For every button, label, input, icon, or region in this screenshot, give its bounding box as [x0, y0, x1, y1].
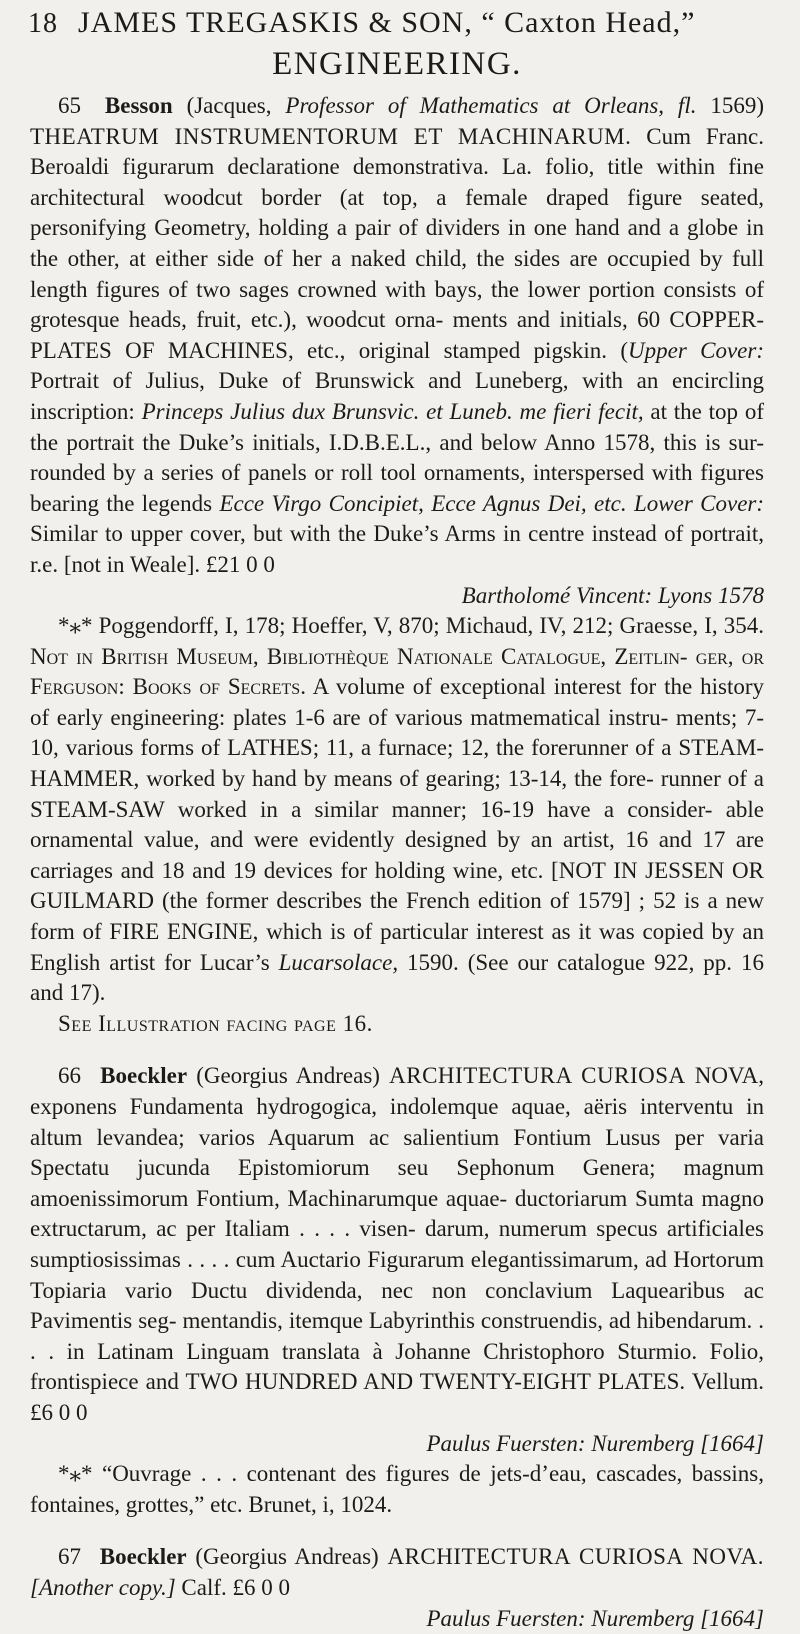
author-date: 1569): [710, 93, 764, 118]
entry-number: 65: [58, 93, 81, 118]
note-mark: *⁎*: [58, 1461, 93, 1486]
imprint-text: Paulus Fuersten: Nuremberg [1664]: [426, 1606, 764, 1631]
book-title: ARCHITECTURA CURIOSA: [387, 1544, 683, 1569]
entry-description: [30, 91, 764, 581]
author-details: (Georgius Andreas): [195, 1544, 378, 1569]
book-title-2: NOVA.: [692, 1544, 764, 1569]
see-illustration: See Illustration facing page 16.: [30, 1009, 764, 1040]
entry-price: £6 0 0: [233, 1575, 291, 1600]
note-italic: Lucarsolace,: [279, 950, 398, 975]
entry-imprint: [30, 1429, 764, 1460]
author-title: Professor of Mathematics at Orleans, fl.: [285, 93, 696, 118]
entry-number: 67: [58, 1544, 81, 1569]
description-text-2: Portrait of Julius, Duke of Brunswick and Luneberg, with an encircling inscription:: [30, 368, 764, 424]
entry-author: Boeckler: [100, 1063, 187, 1088]
catalogue-entry-67: [30, 1542, 764, 1634]
author-details: (Jacques,: [187, 93, 272, 118]
entry-note: [30, 611, 764, 1009]
section-title: ENGINEERING.: [30, 46, 764, 83]
entry-number: 66: [58, 1063, 81, 1088]
note-text: Poggendorff, I, 178; Hoeffer, V, 870; Michaud, IV, 212; Graesse, I, 354.: [93, 613, 765, 638]
description-text: NOVA, exponens Fundamenta hydrogogica, indolemque aquae, aëris interventu in altum levandea; varios Aquarum ac salientium Fontium Lusus per varia Spectatu jucunda Epistomiorum seu Sephonum Genera; magnum amoenissimorum Fontium, Machinarumque aquae- ductoriarum Sumta magno extructarum, ac per Italiam . . . . visen- darum, numerum specus artificiales sumptiosissimas . . . . cum Auctario Figurarum elegantissimarum, ad Hortorum Topiaria vario Ductu dividenda, nec non conclavium Laquearibus ac Pavimentis seg- mentandis, itemque Labyrinthis construendis, ad hibendarum. . . . in Latinam Linguam translata à Johanne Christophoro Sturmio. Folio, frontispiece and TWO HUNDRED AND TWENTY-EIGHT PLATES. Vellum.: [30, 1063, 764, 1394]
inscription: Princeps Julius dux Brunsvic. et Luneb. me fieri fecit,: [142, 399, 644, 424]
legends: Ecce Virgo Concipiet, Ecce Agnus Dei, etc.: [219, 491, 626, 516]
entry-note: [30, 1459, 764, 1520]
catalogue-entry-65: [30, 91, 764, 1039]
book-title: THEATRUM INSTRUMENTORUM ET MACHINARUM.: [30, 124, 631, 149]
entry-price: £6 0 0: [30, 1400, 88, 1425]
entry-description: [30, 1061, 764, 1428]
page-number: 18: [28, 8, 58, 40]
note-mark: *⁎*: [58, 613, 93, 638]
note-text-2: A volume of exceptional interest for the history of early engineering: plates 1-6 are of various matmematical instru- ments; 7-10, various forms of LATHES; 11, a furnace; 12, the forerunner of a STEAM-HAMMER, worked by hand by means of gearing; 13-14, the fore- runner of a STEAM-SAW worked in a similar manner; 16-19 have a consider- able ornamental value, and were evidently designed by an artist, 16 and 17 are carriages and 18 and 19 devices for holding wine, etc. [NOT IN JESSEN OR GUILMARD (the former describes the French edition of 1579] ; 52 is a new form of FIRE ENGINE, which is of particular interest as it was copied by an English artist for Lucar’s: [30, 674, 764, 974]
entry-description: [30, 1542, 764, 1603]
note-text: “Ouvrage . . . contenant des figures de jets-d’eau, cascades, bassins, fontaines, grottes,” etc. Brunet, i, 1024.: [30, 1461, 764, 1517]
entry-price: £21 0 0: [206, 552, 275, 577]
note-text-3: 1590. (See our catalogue 922, pp. 16 and 17).: [30, 950, 764, 1006]
description-text-4: Similar to upper cover, but with the Duke’s Arms in centre instead of portrait, r.e. [not in Weale].: [30, 521, 764, 577]
entry-author: Boeckler: [100, 1544, 187, 1569]
catalogue-entry-66: [30, 1061, 764, 1520]
running-head: [28, 6, 764, 50]
author-details: (Georgius Andreas): [196, 1063, 380, 1088]
bracket-note: [Another copy.]: [30, 1575, 176, 1600]
upper-cover-label: Upper Cover:: [628, 338, 764, 363]
entry-imprint: [30, 581, 764, 612]
entry-author: Besson: [105, 93, 173, 118]
running-title: JAMES TREGASKIS & SON, “ Caxton Head,”: [78, 6, 695, 40]
note-smallcaps: Not in British Museum, Bibliothèque Nationale Catalogue, Zeitlin- ger, or Ferguson: Books of Secrets.: [30, 644, 764, 700]
description-text-3: at the top of the portrait the Duke’s initials, I.D.B.E.L., and below Anno 1578, this is sur- rounded by a series of panels or roll tool ornaments, interspersed with figures bearing the legends: [30, 399, 764, 516]
imprint-text: Bartholomé Vincent: Lyons 1578: [462, 583, 764, 608]
description-text: Calf.: [181, 1575, 226, 1600]
entry-imprint: [30, 1604, 764, 1634]
description-text: Cum Franc. Beroaldi figurarum declaratione demonstrativa. La. folio, title within fine architectural woodcut border (at top, a female draped figure seated, personifying Geometry, holding a pair of dividers in one hand and a globe in the other, at either side of her a naked child, the sides are occupied by full length figures of two sages crowned with bays, the lower portion consists of grotesque heads, fruit, etc.), woodcut orna- ments and initials, 60 COPPER-PLATES OF MACHINES, etc., original stamped pigskin. (: [30, 124, 764, 363]
imprint-text: Paulus Fuersten: Nuremberg [1664]: [426, 1431, 764, 1456]
book-title: ARCHITECTURA CURIOSA: [389, 1063, 685, 1088]
lower-cover-label: Lower Cover:: [634, 491, 764, 516]
